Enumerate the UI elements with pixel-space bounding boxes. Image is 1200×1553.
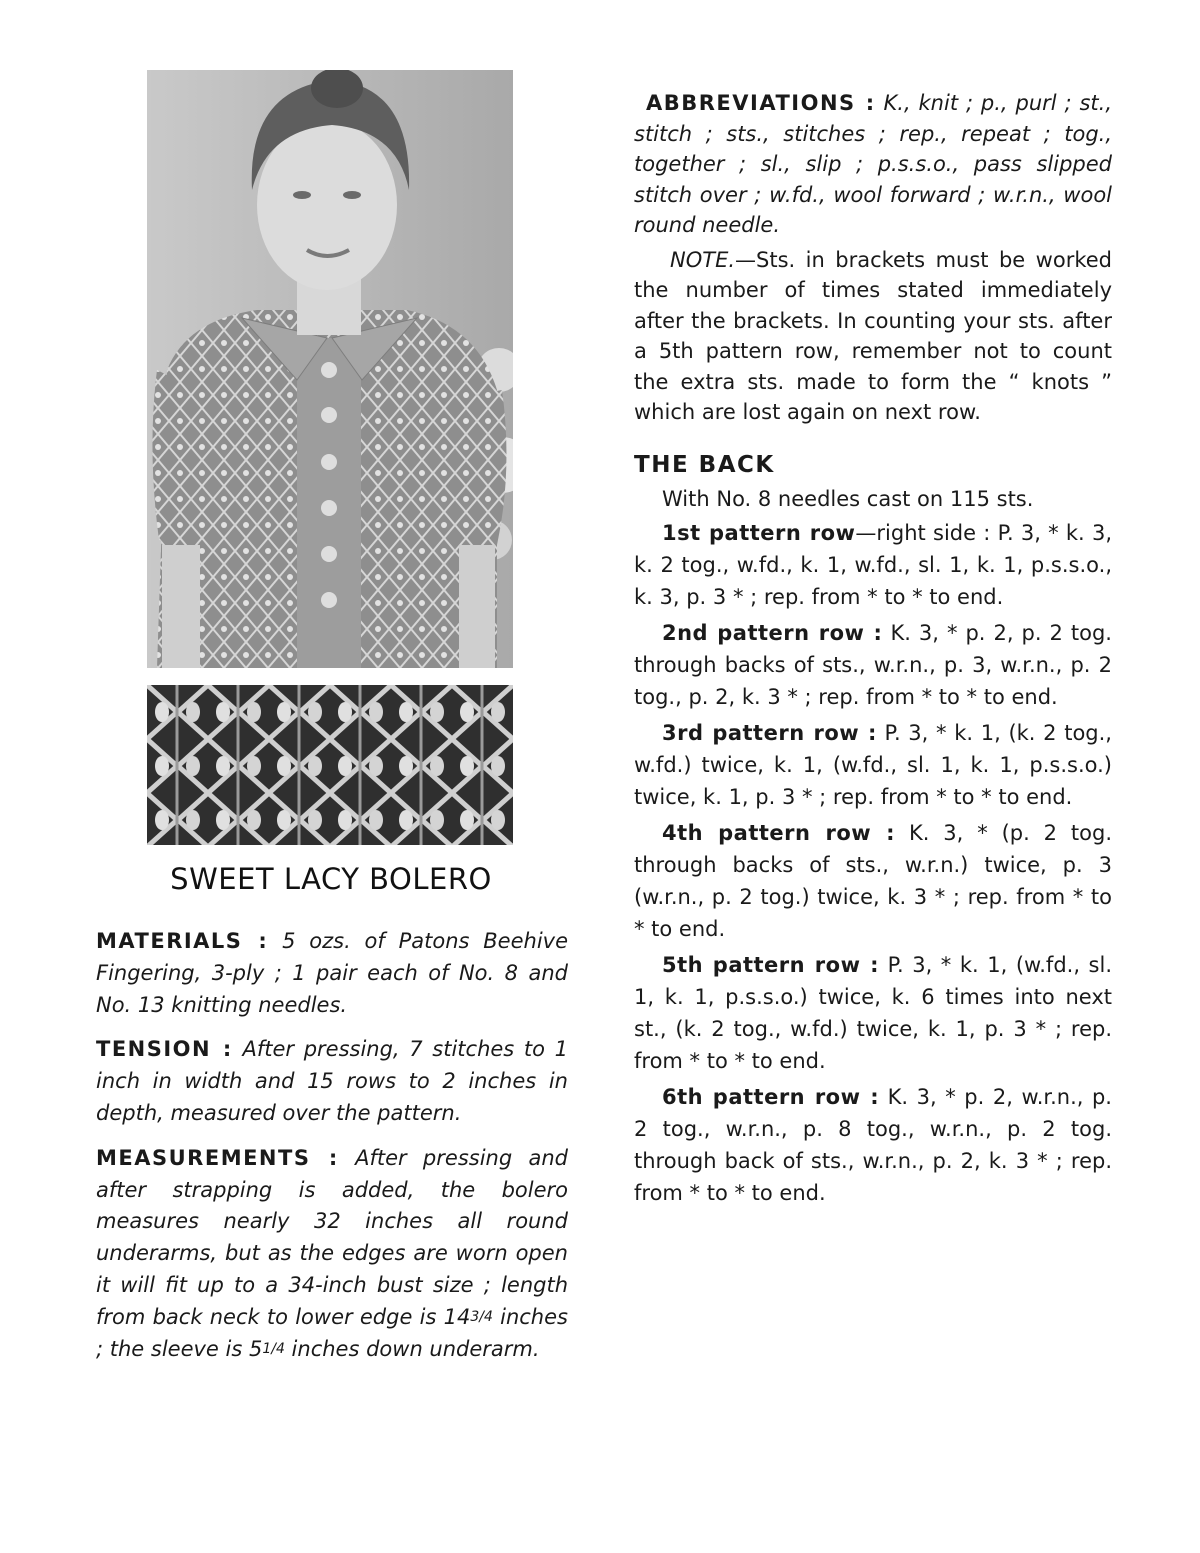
abbreviations-text: K., knit ; p., purl ; st., stitch ; sts., stitches ; rep., repeat ; tog., together ; sl., slip ; p.s.s.o., pass slipped stitch over ; w.fd., wool forward ; w.r.n., wool round needle. [634,91,1112,237]
pattern-row-1 [634,517,1112,613]
model-photo [147,70,513,668]
pattern-row-text: K. 3, * p. 2, w.r.n., p. 2 tog., w.r.n., p. 8 tog., w.r.n., p. 2 tog. through back of sts., w.r.n., p. 2, k. 3 * ; rep. from * to * to end. [634,1084,1112,1205]
left-column-text [96,926,568,1378]
measurements-fraction-sleeve: 1/4 [262,1340,285,1357]
abbreviations-paragraph [634,88,1112,241]
measurements-text-c: inches down underarm. [284,1336,540,1361]
pattern-row-text: P. 3, * k. 1, (k. 2 tog., w.fd.) twice, k. 1, (w.fd., sl. 1, k. 1, p.s.s.o.) twice, k. 1, p. 3 * ; rep. from * to * to end. [634,720,1112,809]
pattern-row-text: K. 3, * p. 2, p. 2 tog. through backs of sts., w.r.n., p. 3, w.r.n., p. 2 tog., p. 2, k. 3 * ; rep. from * to * to end. [634,620,1112,709]
materials-label: MATERIALS : [96,929,269,953]
tension-paragraph [96,1034,568,1129]
stitch-swatch-illustration [147,685,513,845]
right-column-text [634,88,1112,1213]
pattern-row-6 [634,1081,1112,1209]
note-label: NOTE. [670,247,736,272]
tension-text: After pressing, 7 stitches to 1 inch in width and 15 rows to 2 inches in depth, measured over the pattern. [96,1037,568,1125]
pattern-row-4 [634,817,1112,945]
materials-text: 5 ozs. of Patons Beehive Fingering, 3-ply ; 1 pair each of No. 8 and No. 13 knitting needles. [96,929,568,1017]
note-paragraph [634,245,1112,428]
pattern-row-label: 1st pattern row [662,520,856,545]
pattern-row-2 [634,617,1112,713]
cast-on-instruction: With No. 8 needles cast on 115 sts. [662,487,1034,511]
pattern-title: SWEET LACY BOLERO [170,862,492,896]
tension-label: TENSION : [96,1037,233,1062]
materials-paragraph [96,926,568,1021]
pattern-row-label: 6th pattern row : [662,1084,880,1109]
abbreviations-label: ABBREVIATIONS : [646,91,876,115]
pattern-row-label: 4th pattern row : [662,820,896,845]
measurements-label: MEASUREMENTS : [96,1145,339,1170]
pattern-row-text: —right side : P. 3, * k. 3, k. 2 tog., w.fd., k. 1, w.fd., sl. 1, k. 1, p.s.s.o., k. 3, p. 3 * ; rep. from * to * to end. [634,520,1112,609]
measurements-paragraph [96,1143,568,1366]
measurements-fraction-length: 3/4 [470,1308,493,1325]
pattern-row-label: 2nd pattern row : [662,620,883,645]
pattern-row-text: P. 3, * k. 1, (w.fd., sl. 1, k. 1, p.s.s.o.) twice, k. 6 times into next st., (k. 2 tog., w.fd.) twice, k. 1, p. 3 * ; rep. from * to * to end. [634,952,1112,1073]
pattern-row-3 [634,717,1112,813]
measurements-text-b: inches ; the sleeve is 5 [96,1304,568,1361]
pattern-row-5 [634,949,1112,1077]
model-photo-illustration [147,70,513,668]
stitch-swatch-photo [147,685,513,845]
pattern-row-label: 3rd pattern row : [662,720,877,745]
back-heading: THE BACK [634,451,775,478]
pattern-row-text: K. 3, * (p. 2 tog. through backs of sts., w.r.n.) twice, p. 3 (w.r.n., p. 2 tog.) twice, k. 3 * ; rep. from * to * to end. [634,820,1112,941]
pattern-row-label: 5th pattern row : [662,952,880,977]
note-text: —Sts. in brackets must be worked the number of times stated immediately after the brackets. In counting your sts. after a 5th pattern row, remember not to count the extra sts. made to form the “ knots ” which are lost again on next row. [634,247,1112,424]
measurements-text-a: After pressing and after strapping is added, the bolero measures nearly 32 inches all round underarms, but as the edges are worn open it will fit up to a 34-inch bust size ; length from back neck to lower edge is 14 [96,1145,568,1329]
